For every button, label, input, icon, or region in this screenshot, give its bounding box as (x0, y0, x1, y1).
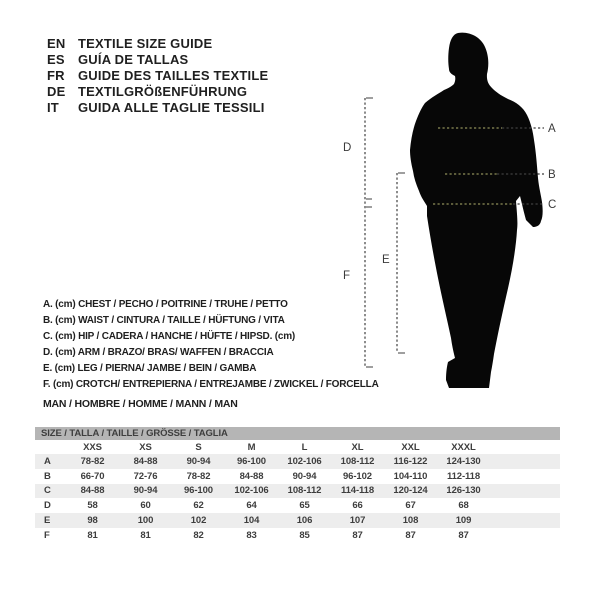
filler-cell (490, 528, 560, 543)
filler-cell (490, 513, 560, 528)
measure-value-cell: 114-118 (340, 485, 375, 497)
marker-a-label: A (548, 123, 556, 135)
measure-value-cell: 58 (87, 500, 98, 512)
marker-f-label: F (343, 270, 351, 282)
language-code: ES (47, 52, 65, 67)
marker-c-label: C (548, 199, 557, 211)
legend-line: D. (cm) ARM / BRAZO/ BRAS/ WAFFEN / BRACCIA (43, 347, 274, 358)
language-code: FR (47, 68, 65, 83)
measure-value-cell: 124-130 (446, 455, 481, 467)
language-title: GUIDA ALLE TAGLIE TESSILI (78, 100, 265, 115)
language-code: EN (47, 36, 66, 51)
measure-value-cell: 102 (190, 515, 207, 527)
measure-value-cell: 96-102 (343, 470, 372, 482)
measure-value-cell: 82 (193, 529, 204, 541)
measure-value-cell: 102-106 (234, 485, 269, 497)
measure-value-cell: 109 (455, 515, 472, 527)
language-row (47, 100, 268, 116)
legend-line: A. (cm) CHEST / PECHO / POITRINE / TRUHE / PETTO (43, 299, 288, 310)
legend-line: B. (cm) WAIST / CINTURA / TAILLE / HÜFTUNG / VITA (43, 315, 285, 326)
size-column-header: XXL (401, 441, 420, 453)
table-row (35, 484, 560, 499)
size-column-header: M (247, 441, 256, 453)
measure-value-cell: 83 (246, 529, 257, 541)
language-code: DE (47, 84, 66, 99)
table-row (35, 498, 560, 513)
measure-value-cell: 116-122 (393, 455, 428, 467)
measure-row-label: F (44, 529, 50, 541)
measure-value-cell: 96-100 (237, 455, 266, 467)
man-silhouette (410, 33, 543, 388)
table-row (35, 528, 560, 543)
filler-cell (490, 454, 560, 469)
language-title-list (47, 36, 268, 116)
measure-value-cell: 120-124 (393, 485, 428, 497)
measure-value-cell: 64 (246, 500, 257, 512)
measure-value-cell: 87 (352, 529, 363, 541)
size-header-row (35, 440, 560, 454)
measure-value-cell: 100 (137, 515, 154, 527)
measure-value-cell: 108-112 (287, 485, 322, 497)
corner-cell (35, 440, 66, 454)
language-row (47, 36, 268, 52)
language-row (47, 68, 268, 84)
size-column-header: L (301, 441, 308, 453)
measure-value-cell: 104 (243, 515, 260, 527)
filler-cell (490, 484, 560, 499)
measure-value-cell: 126-130 (446, 485, 481, 497)
measure-value-cell: 67 (405, 500, 416, 512)
size-column-header: XXS (83, 441, 102, 453)
table-row (35, 469, 560, 484)
measure-value-cell: 96-100 (184, 485, 213, 497)
measure-value-cell: 84-88 (133, 455, 158, 467)
measure-value-cell: 104-110 (393, 470, 428, 482)
measure-value-cell: 84-88 (239, 470, 264, 482)
measure-value-cell: 87 (405, 529, 416, 541)
gender-line: MAN / HOMBRE / HOMME / MANN / MAN (43, 398, 238, 410)
measure-value-cell: 66 (352, 500, 363, 512)
language-title: TEXTILE SIZE GUIDE (78, 36, 213, 51)
measure-value-cell: 72-76 (133, 470, 158, 482)
filler-cell (490, 440, 560, 454)
measure-value-cell: 81 (140, 529, 151, 541)
measure-value-cell: 90-94 (133, 485, 158, 497)
measure-row-label: A (44, 455, 51, 467)
measure-value-cell: 107 (349, 515, 366, 527)
size-table-title: SIZE / TALLA / TAILLE / GRÖSSE / TAGLIA (35, 427, 560, 440)
measure-value-cell: 90-94 (292, 470, 317, 482)
measurement-legend (43, 297, 379, 393)
measure-value-cell: 84-88 (80, 485, 105, 497)
measure-value-cell: 65 (299, 500, 310, 512)
language-code: IT (47, 100, 59, 115)
language-row (47, 52, 268, 68)
measure-value-cell: 108-112 (340, 455, 375, 467)
filler-cell (490, 469, 560, 484)
measure-value-cell: 106 (296, 515, 313, 527)
size-table-section (35, 427, 560, 543)
measure-row-label: C (44, 485, 51, 497)
measure-value-cell: 66-70 (80, 470, 105, 482)
measure-row-label: B (44, 470, 51, 482)
size-column-header: XXXL (451, 441, 476, 453)
measure-value-cell: 102-106 (287, 455, 322, 467)
measure-value-cell: 62 (193, 500, 204, 512)
measure-value-cell: 108 (402, 515, 419, 527)
marker-d-label: D (343, 142, 352, 154)
measure-value-cell: 60 (140, 500, 151, 512)
leg-line-ticks (398, 173, 405, 353)
size-column-header: S (195, 441, 202, 453)
measure-value-cell: 78-82 (80, 455, 105, 467)
language-title: GUIDE DES TAILLES TEXTILE (78, 68, 269, 83)
language-row (47, 84, 268, 100)
legend-line: E. (cm) LEG / PIERNA/ JAMBE / BEIN / GAMBA (43, 363, 257, 374)
marker-e-label: E (382, 254, 390, 266)
measure-row-label: E (44, 515, 51, 527)
table-row (35, 454, 560, 469)
filler-cell (490, 498, 560, 513)
size-column-header: XL (351, 441, 364, 453)
measure-value-cell: 68 (458, 500, 469, 512)
measure-row-label: D (44, 500, 51, 512)
marker-b-label: B (548, 169, 556, 181)
size-table (35, 440, 560, 543)
legend-line: C. (cm) HIP / CADERA / HANCHE / HÜFTE / HIPSD. (cm) (43, 331, 296, 342)
language-title: TEXTILGRÖßENFÜHRUNG (78, 84, 248, 99)
measure-value-cell: 78-82 (186, 470, 211, 482)
measure-value-cell: 112-118 (446, 470, 481, 482)
measure-value-cell: 90-94 (186, 455, 211, 467)
size-column-header: XS (139, 441, 152, 453)
measure-value-cell: 87 (458, 529, 469, 541)
measure-value-cell: 81 (87, 529, 98, 541)
measure-value-cell: 85 (299, 529, 310, 541)
language-title: GUÍA DE TALLAS (78, 52, 189, 67)
legend-line: F. (cm) CROTCH/ ENTREPIERNA / ENTREJAMBE / ZWICKEL / FORCELLA (43, 379, 379, 390)
measure-value-cell: 98 (87, 515, 98, 527)
table-row (35, 513, 560, 528)
